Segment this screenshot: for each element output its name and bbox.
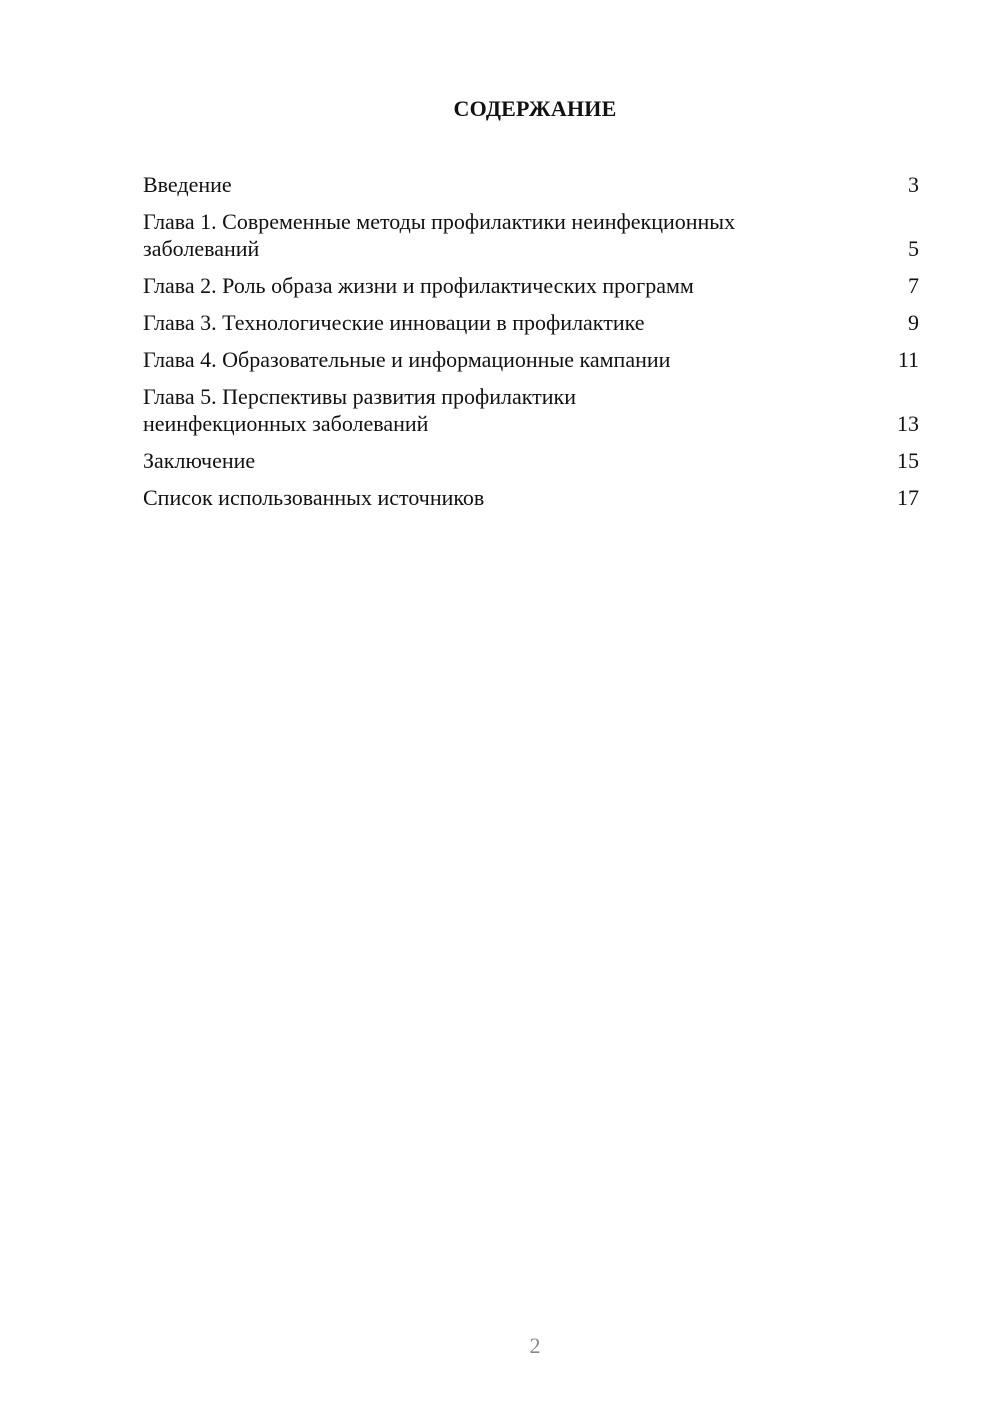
toc-entry-page-number: 5 — [908, 236, 919, 261]
toc-entry-chapter-5[interactable] — [143, 383, 919, 437]
toc-entry-page-number: 3 — [908, 172, 919, 197]
toc-entry-label: Глава 3. Технологические инновации в профилактике — [143, 310, 645, 335]
toc-entry-page-number: 17 — [897, 485, 919, 510]
toc-entry-introduction[interactable] — [143, 171, 919, 198]
table-of-contents — [143, 171, 919, 521]
toc-entry-label: Глава 1. Современные методы профилактики неинфекционных заболеваний — [143, 209, 736, 261]
toc-entry-chapter-1[interactable] — [143, 208, 919, 262]
toc-entry-conclusion[interactable] — [143, 447, 919, 474]
toc-entry-label: Глава 2. Роль образа жизни и профилактических программ — [143, 273, 694, 298]
toc-entry-chapter-4[interactable] — [143, 346, 919, 373]
toc-entry-label: Список использованных источников — [143, 485, 485, 510]
toc-entry-page-number: 11 — [897, 347, 919, 372]
toc-entry-label: Глава 5. Перспективы развития профилактики неинфекционных заболеваний — [143, 384, 576, 436]
toc-entry-label: Глава 4. Образовательные и информационные кампании — [143, 347, 671, 372]
toc-entry-references[interactable] — [143, 484, 919, 511]
toc-entry-page-number: 9 — [908, 310, 919, 335]
toc-entry-page-number: 7 — [908, 273, 919, 298]
toc-entry-label: Введение — [143, 172, 232, 197]
toc-entry-label: Заключение — [143, 448, 256, 473]
toc-entry-page-number: 15 — [897, 448, 919, 473]
toc-entry-chapter-2[interactable] — [143, 272, 919, 299]
page-number: 2 — [529, 1333, 541, 1358]
toc-entry-chapter-3[interactable] — [143, 309, 919, 336]
page-title: СОДЕРЖАНИЕ — [453, 96, 617, 121]
toc-entry-page-number: 13 — [897, 411, 919, 436]
